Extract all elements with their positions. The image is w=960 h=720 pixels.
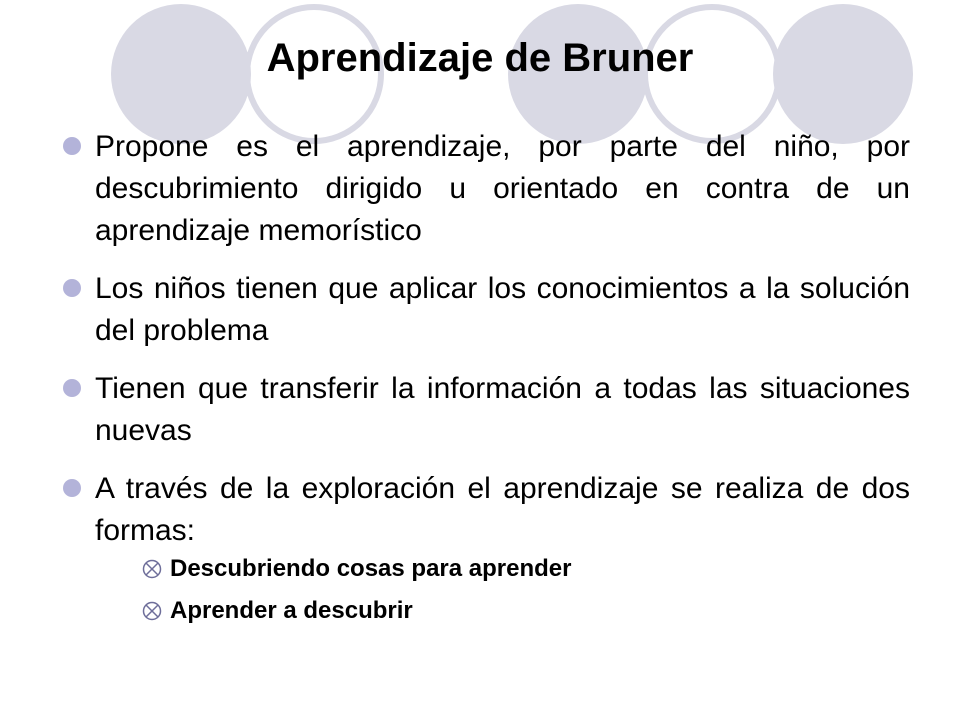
bullet-dot-icon [63,279,81,297]
sub-bullet-text: Aprender a descubrir [170,597,413,624]
bullet-text: Los niños tienen que aplicar los conocimientos a la solución del problema [95,272,910,347]
bullet-item [60,126,910,252]
bullet-text: Propone es el aprendizaje, por parte del niño, por descubrimiento dirigido u orientado en contra de un aprendizaje memorístico [95,130,910,247]
sub-bullet-text: Descubriendo cosas para aprender [170,555,572,582]
sub-bullet-item [142,594,910,628]
bullet-list [60,126,910,644]
bullet-item [60,368,910,452]
sub-bullet-item [142,552,910,586]
bullet-item [60,468,910,628]
sub-bullet-list [142,552,910,628]
circle-with-cross-icon [142,601,162,621]
slide-title: Aprendizaje de Bruner [266,36,694,80]
bullet-text: Tienen que transferir la información a todas las situaciones nuevas [95,372,910,447]
bullet-dot-icon [63,479,81,497]
bullet-dot-icon [63,137,81,155]
bullet-item [60,268,910,352]
bullet-dot-icon [63,379,81,397]
circle-with-cross-icon [142,559,162,579]
bullet-text: A través de la exploración el aprendizaje se realiza de dos formas: [95,472,910,547]
